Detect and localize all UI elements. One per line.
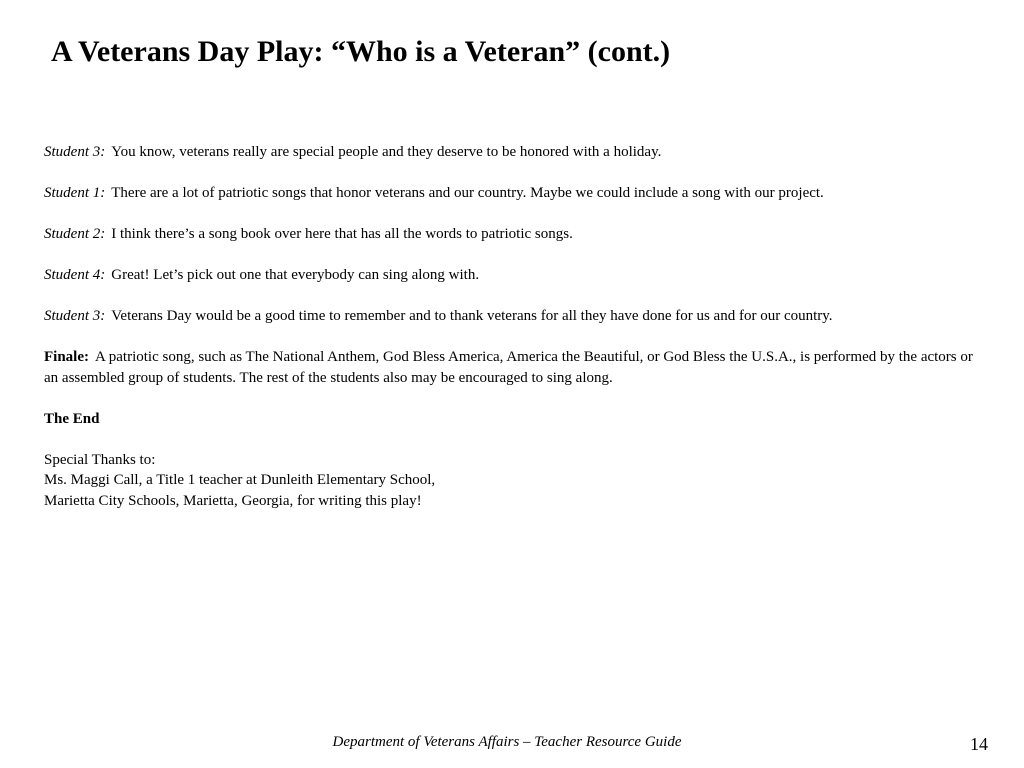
thanks-heading: Special Thanks to: xyxy=(44,451,156,468)
dialogue-line xyxy=(44,265,984,286)
footer-text: Department of Veterans Affairs – Teacher Resource Guide xyxy=(332,734,682,750)
dialogue-text: Great! Let’s pick out one that everybody can sing along with. xyxy=(111,267,480,283)
dialogue-text: I think there’s a song book over here that has all the words to patriotic songs. xyxy=(111,226,573,242)
thanks-line: Marietta City Schools, Marietta, Georgia, for writing this play! xyxy=(44,492,422,509)
dialogue-text: You know, veterans really are special people and they deserve to be honored with a holiday. xyxy=(111,144,662,160)
thanks-section xyxy=(44,450,984,512)
finale-label: Finale: xyxy=(44,349,89,365)
dialogue-text: There are a lot of patriotic songs that honor veterans and our country. Maybe we could include a song with our project. xyxy=(111,185,824,201)
thanks-line: Ms. Maggi Call, a Title 1 teacher at Dunleith Elementary School, xyxy=(44,472,436,488)
slide-title: A Veterans Day Play: “Who is a Veteran” (cont.) xyxy=(51,35,671,68)
dialogue-line xyxy=(44,142,984,163)
dialogue-line xyxy=(44,183,984,204)
finale-text: A patriotic song, such as The National Anthem, God Bless America, America the Beautiful, or God Bless the U.S.A., is performed by the actors or an assembled group of students. The rest of the students also may be encouraged to sing along. xyxy=(44,349,973,386)
end-label: The End xyxy=(44,410,100,427)
speaker-label: Student 3: xyxy=(44,144,106,160)
speaker-label: Student 4: xyxy=(44,267,106,283)
speaker-label: Student 2: xyxy=(44,226,106,242)
finale-paragraph xyxy=(44,347,984,388)
dialogue-text: Veterans Day would be a good time to remember and to thank veterans for all they have done for us and for our country. xyxy=(111,308,833,324)
speaker-label: Student 1: xyxy=(44,185,106,201)
speaker-label: Student 3: xyxy=(44,308,106,324)
slide-body xyxy=(44,142,984,532)
page-number: 14 xyxy=(970,734,988,754)
dialogue-line xyxy=(44,224,984,245)
dialogue-line xyxy=(44,306,984,327)
